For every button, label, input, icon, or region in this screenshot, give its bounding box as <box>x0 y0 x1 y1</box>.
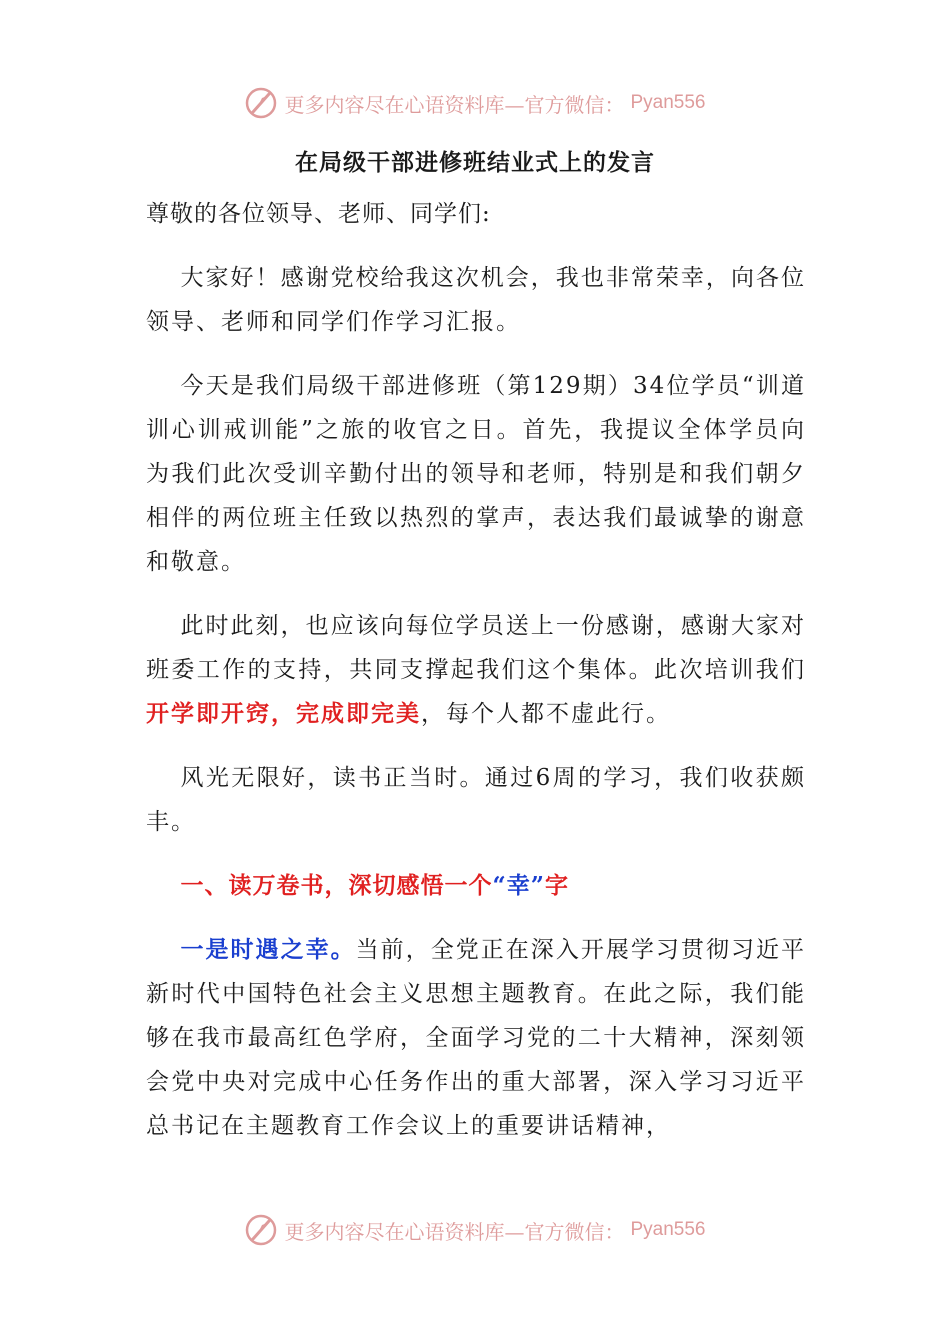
paragraph-greeting: 大家好！感谢党校给我这次机会，我也非常荣幸，向各位领导、老师和同学们作学习汇报。 <box>146 265 806 335</box>
quill-logo-icon <box>244 1213 278 1247</box>
section-heading-1 <box>146 864 806 908</box>
document-body <box>146 192 806 1168</box>
heading-text: 字 <box>544 872 569 899</box>
watermark-wechat-id: Pyan556 <box>630 1219 706 1240</box>
paragraph-text: 当前，全党正在深入开展学习贯彻习近平新时代中国特色社会主义思想主题教育。在此之际，我们能够在我市最高红色学府，全面学习党的二十大精神，深刻领会党中央对完成中心任务作出的重大部署，深入学习习近平总书记在主题教育工作会议上的重要讲话精神， <box>146 937 807 1139</box>
watermark-bottom <box>0 1213 950 1247</box>
quill-logo-icon <box>244 86 278 120</box>
watermark-text: 更多内容尽在心语资料库—官方微信： <box>284 1219 625 1244</box>
paragraph-harvest: 风光无限好，读书正当时。通过6周的学习，我们收获颇丰。 <box>146 765 806 835</box>
paragraph-fortune-of-times <box>146 928 806 1148</box>
watermark-wechat-id: Pyan556 <box>630 92 706 113</box>
heading-quoted-word: “幸” <box>492 872 545 899</box>
salutation: 尊敬的各位领导、老师、同学们: <box>146 201 491 227</box>
paragraph-text: ，每个人都不虚此行。 <box>421 701 671 727</box>
heading-text: 一、读万卷书，深切感悟一个 <box>180 872 493 899</box>
paragraph-thanks: 今天是我们局级干部进修班（第129期）34位学员“训道训心训戒训能”之旅的收官之日。首先，我提议全体学员向为我们此次受训辛勤付出的领导和老师，特别是和我们朝夕相伴的两位班主任致以热烈的掌声，表达我们最诚挚的谢意和敬意。 <box>146 373 806 575</box>
document-title: 在局级干部进修班结业式上的发言 <box>295 149 655 176</box>
watermark-text: 更多内容尽在心语资料库—官方微信： <box>284 92 625 117</box>
paragraph-appreciation <box>146 604 806 736</box>
highlight-phrase: 开学即开窍，完成即完美 <box>146 700 421 727</box>
watermark-top <box>0 86 950 120</box>
paragraph-lead: 一是时遇之幸。 <box>180 936 356 963</box>
paragraph-text: 此时此刻，也应该向每位学员送上一份感谢，感谢大家对班委工作的支持，共同支撑起我们这个集体。此次培训我们 <box>146 613 806 683</box>
